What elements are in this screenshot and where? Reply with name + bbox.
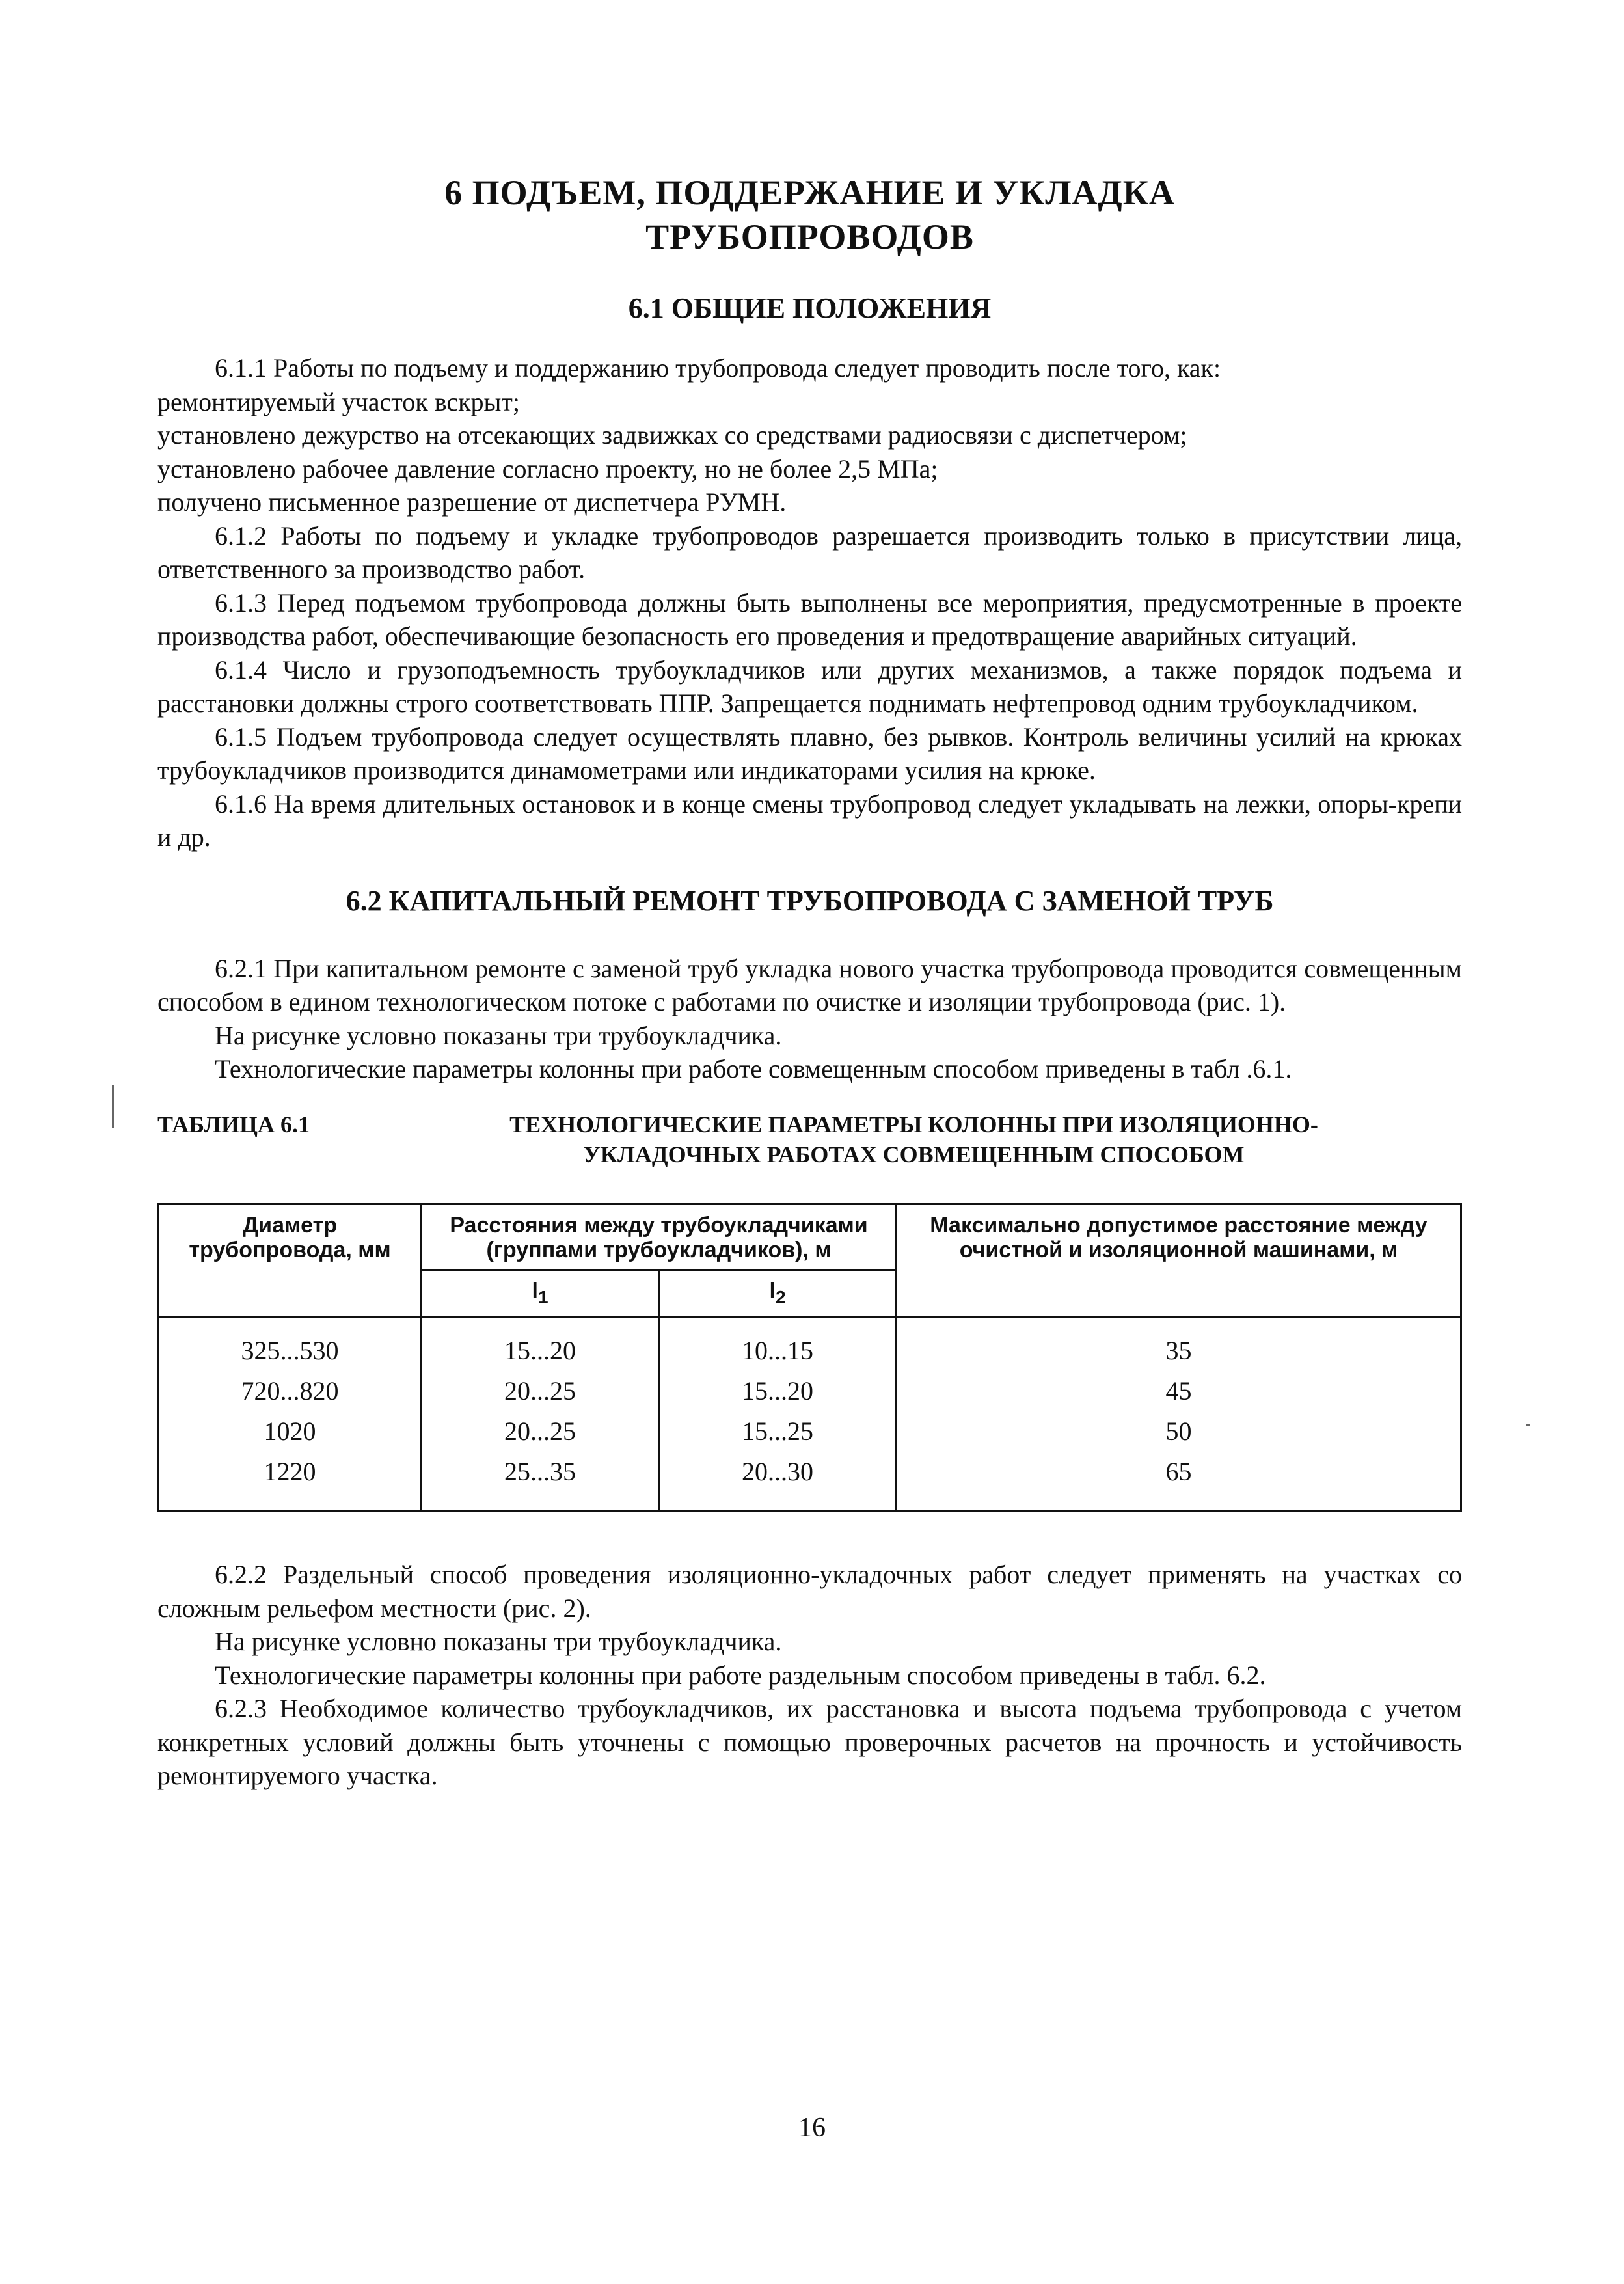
- header-l1: [422, 1270, 659, 1317]
- header-distance-line-2: (группами трубоукладчиков), м: [486, 1237, 832, 1262]
- table-cell: 15...20: [504, 1336, 576, 1366]
- section-6-2-title: 6.2 КАПИТАЛЬНЫЙ РЕМОНТ ТРУБОПРОВОДА С ЗАМЕНОЙ ТРУБ: [345, 884, 1274, 917]
- table-header-row-1: [159, 1204, 1461, 1270]
- paragraph-6-1-6: 6.1.6 На время длительных остановок и в конце смены трубопровод следует укладывать на лежки, опоры-крепи и др.: [157, 789, 1462, 852]
- table-cell: 65: [1165, 1457, 1192, 1487]
- header-l1-subscript: 1: [537, 1286, 548, 1307]
- table-cell: 20...30: [742, 1457, 813, 1487]
- table-cell: 10...15: [742, 1336, 813, 1366]
- table-row: [159, 1317, 1461, 1512]
- paragraph-6-1-3: 6.1.3 Перед подъемом трубопровода должны быть выполнены все мероприятия, предусмотренные в проекте производства работ, обеспечивающие безопасность его проведения и предотвращение аварийных ситуаций.: [157, 588, 1462, 651]
- table-title-line-1: ТЕХНОЛОГИЧЕСКИЕ ПАРАМЕТРЫ КОЛОННЫ ПРИ ИЗОЛЯЦИОННО-: [509, 1111, 1318, 1137]
- table-cell: 45: [1165, 1376, 1192, 1406]
- table-cell: 15...25: [742, 1417, 813, 1447]
- header-distance: [422, 1204, 897, 1270]
- column-max-distance-values: [897, 1317, 1461, 1512]
- table-cell: 325...530: [241, 1336, 339, 1366]
- header-l2-subscript: 2: [775, 1286, 786, 1307]
- header-max-distance-line-2: очистной и изоляционной машинами, м: [959, 1237, 1398, 1262]
- header-diameter-line-1: Диаметр: [242, 1212, 338, 1238]
- table-cell: 20...25: [504, 1417, 576, 1447]
- page-number: 16: [798, 2113, 826, 2143]
- table-cell: 1020: [264, 1417, 316, 1447]
- paragraph-6-1-1-item-3: установлено рабочее давление согласно проекту, но не более 2,5 МПа;: [157, 454, 938, 483]
- table-number: ТАБЛИЦА 6.1: [157, 1111, 310, 1137]
- paragraph-6-2-1-table-ref: Технологические параметры колонны при работе совмещенным способом приведены в табл .6.1.: [215, 1054, 1292, 1083]
- header-distance-line-1: Расстояния между трубоукладчиками: [450, 1212, 868, 1238]
- chapter-title-line-2: ТРУБОПРОВОДОВ: [645, 217, 974, 256]
- paragraph-6-1-5: 6.1.5 Подъем трубопровода следует осуществлять плавно, без рывков. Контроль величины усилий на крюках трубоукладчиков производится динамометрами или индикаторами усилия на крюке.: [157, 722, 1462, 785]
- scan-mark: [112, 1085, 114, 1128]
- paragraph-6-1-4: 6.1.4 Число и грузоподъемность трубоукладчиков или других механизмов, а также порядок подъема и расстановки должны строго соответствовать ППР. Запрещается поднимать нефтепровод одним трубоукладчиком.: [157, 655, 1462, 718]
- paragraph-6-2-2: 6.2.2 Раздельный способ проведения изоляционно-укладочных работ следует применять на участках со сложным рельефом местности (рис. 2).: [157, 1560, 1462, 1623]
- column-l2-values: [659, 1317, 897, 1512]
- paragraph-6-1-2: 6.1.2 Работы по подъему и укладке трубопроводов разрешается производить только в присутствии лица, ответственного за производство работ.: [157, 521, 1462, 584]
- table-cell: 1220: [264, 1457, 316, 1487]
- paragraph-6-2-1-figure-note: На рисунке условно показаны три трубоукладчика.: [215, 1020, 782, 1050]
- table-cell: 15...20: [742, 1376, 813, 1406]
- column-diameter-values: [159, 1317, 422, 1512]
- header-diameter: [159, 1204, 422, 1317]
- section-6-1-title: 6.1 ОБЩИЕ ПОЛОЖЕНИЯ: [628, 292, 992, 324]
- paragraph-6-2-2-figure-note: На рисунке условно показаны три трубоукладчика.: [215, 1627, 782, 1657]
- header-max-distance-line-1: Максимально допустимое расстояние между: [930, 1212, 1428, 1238]
- chapter-title: [157, 170, 1462, 259]
- table-cell: 35: [1165, 1336, 1192, 1366]
- paragraph-6-2-2-table-ref: Технологические параметры колонны при работе раздельным способом приведены в табл. 6.2.: [215, 1660, 1266, 1690]
- paragraph-6-1-1-item-4: получено письменное разрешение от диспетчера РУМН.: [157, 487, 787, 517]
- scan-mark: [1526, 1424, 1530, 1426]
- header-diameter-line-2: трубопровода, мм: [189, 1237, 391, 1262]
- header-max-distance: [897, 1204, 1461, 1317]
- paragraph-6-1-1-item-2: установлено дежурство на отсекающих задвижках со средствами радиосвязи с диспетчером;: [157, 420, 1187, 450]
- table-cell: 50: [1165, 1417, 1192, 1447]
- table-caption: [157, 1109, 1462, 1169]
- column-l1-values: [422, 1317, 659, 1512]
- chapter-title-line-1: 6 ПОДЪЕМ, ПОДДЕРЖАНИЕ И УКЛАДКА: [444, 173, 1175, 212]
- header-l1-symbol: l: [532, 1278, 538, 1303]
- header-l2-symbol: l: [769, 1278, 776, 1303]
- table-cell: 25...35: [504, 1457, 576, 1487]
- header-l2: [659, 1270, 897, 1317]
- paragraph-6-1-1: 6.1.1 Работы по подъему и поддержанию трубопровода следует проводить после того, как:: [215, 353, 1221, 383]
- table-title-line-2: УКЛАДОЧНЫХ РАБОТАХ СОВМЕЩЕННЫМ СПОСОБОМ: [583, 1141, 1245, 1167]
- paragraph-6-1-1-item-1: ремонтируемый участок вскрыт;: [157, 387, 520, 416]
- paragraph-6-2-1: 6.2.1 При капитальном ремонте с заменой труб укладка нового участка трубопровода проводится совмещенным способом в едином технологическом потоке с работами по очистке и изоляции трубопровода (рис. 1).: [157, 953, 1462, 1016]
- parameters-table: [157, 1203, 1462, 1513]
- table-cell: 720...820: [241, 1376, 339, 1406]
- table-cell: 20...25: [504, 1376, 576, 1406]
- paragraph-6-2-3: 6.2.3 Необходимое количество трубоукладчиков, их расстановка и высота подъема трубопровода с учетом конкретных условий должны быть уточнены с помощью проверочных расчетов на прочность и устойчивость ремонтируемого участка.: [157, 1694, 1462, 1791]
- table-title: [424, 1109, 1462, 1169]
- page-content: [157, 170, 1462, 1793]
